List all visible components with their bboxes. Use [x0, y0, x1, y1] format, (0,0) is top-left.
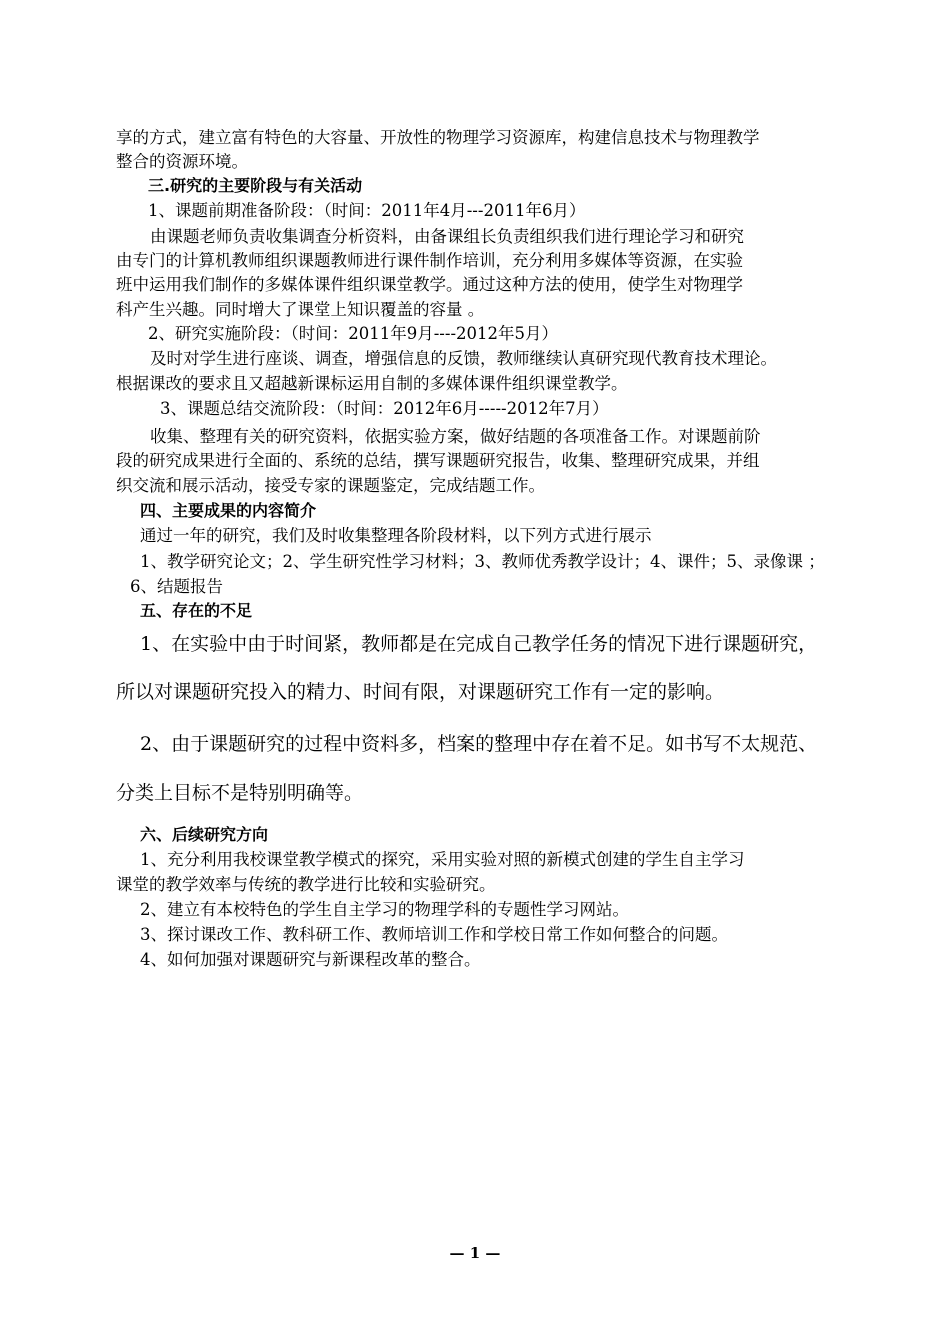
section-heading-6: 六、后续研究方向	[140, 825, 269, 844]
paragraph-line: 班中运用我们制作的多媒体课件组织课堂教学。通过这种方法的使用，使学生对物理学	[116, 275, 743, 294]
section-heading-3: 三.研究的主要阶段与有关活动	[148, 176, 363, 195]
paragraph-line: 科产生兴趣。同时增大了课堂上知识覆盖的容量 。	[116, 300, 485, 319]
paragraph-line: 2、建立有本校特色的学生自主学习的物理学科的专题性学习网站。	[140, 900, 629, 919]
paragraph-line: 整合的资源环境。	[116, 152, 248, 171]
paragraph-line: 所以对课题研究投入的精力、时间有限，对课题研究工作有一定的影响。	[116, 681, 725, 703]
paragraph-line: 及时对学生进行座谈、调查，增强信息的反馈，教师继续认真研究现代教育技术理论。	[150, 349, 777, 368]
paragraph-line: 4、如何加强对课题研究与新课程改革的整合。	[140, 950, 481, 969]
section-heading-4: 四、主要成果的内容简介	[140, 501, 317, 520]
paragraph-line: 分类上目标不是特别明确等。	[116, 782, 364, 804]
paragraph-line: 由专门的计算机教师组织课题教师进行课件制作培训，充分利用多媒体等资源，在实验	[116, 251, 743, 270]
stage-2-heading: 2、研究实施阶段：（时间：2011年9月----2012年5月）	[148, 324, 559, 343]
paragraph-line: 织交流和展示活动，接受专家的课题鉴定，完成结题工作。	[116, 476, 545, 495]
paragraph-line: 1、教学研究论文；2、学生研究性学习材料；3、教师优秀教学设计；4、课件；5、录像课 ；	[140, 552, 825, 571]
paragraph-line: 段的研究成果进行全面的、系统的总结，撰写课题研究报告，收集、整理研究成果，并组	[116, 451, 760, 470]
paragraph-line: 3、探讨课改工作、教科研工作、教师培训工作和学校日常工作如何整合的问题。	[140, 925, 728, 944]
paragraph-line: 根据课改的要求且又超越新课标运用自制的多媒体课件组织课堂教学。	[116, 374, 628, 393]
page-number: — 1 —	[449, 1244, 501, 1262]
paragraph-line: 享的方式，建立富有特色的大容量、开放性的物理学习资源库，构建信息技术与物理教学	[116, 128, 760, 147]
paragraph-line: 通过一年的研究，我们及时收集整理各阶段材料，以下列方式进行展示	[140, 526, 652, 545]
section-heading-5: 五、存在的不足	[140, 601, 253, 620]
paragraph-line: 1、在实验中由于时间紧，教师都是在完成自己教学任务的情况下进行课题研究，	[140, 633, 818, 655]
paragraph-line: 2、由于课题研究的过程中资料多，档案的整理中存在着不足。如书写不太规范、	[140, 733, 818, 755]
paragraph-line: 由课题老师负责收集调查分析资料，由备课组长负责组织我们进行理论学习和研究	[150, 227, 744, 246]
paragraph-line: 课堂的教学效率与传统的教学进行比较和实验研究。	[116, 875, 496, 894]
paragraph-line: 6、结题报告	[130, 577, 223, 596]
paragraph-line: 1、充分利用我校课堂教学模式的探究，采用实验对照的新模式创建的学生自主学习	[140, 850, 745, 869]
paragraph-line: 收集、整理有关的研究资料，依据实验方案，做好结题的各项准备工作。对课题前阶	[150, 427, 761, 446]
stage-1-heading: 1、课题前期准备阶段：（时间：2011年4月---2011年6月）	[148, 201, 586, 220]
stage-3-heading: 3、课题总结交流阶段：（时间：2012年6月-----2012年7月）	[160, 399, 609, 418]
